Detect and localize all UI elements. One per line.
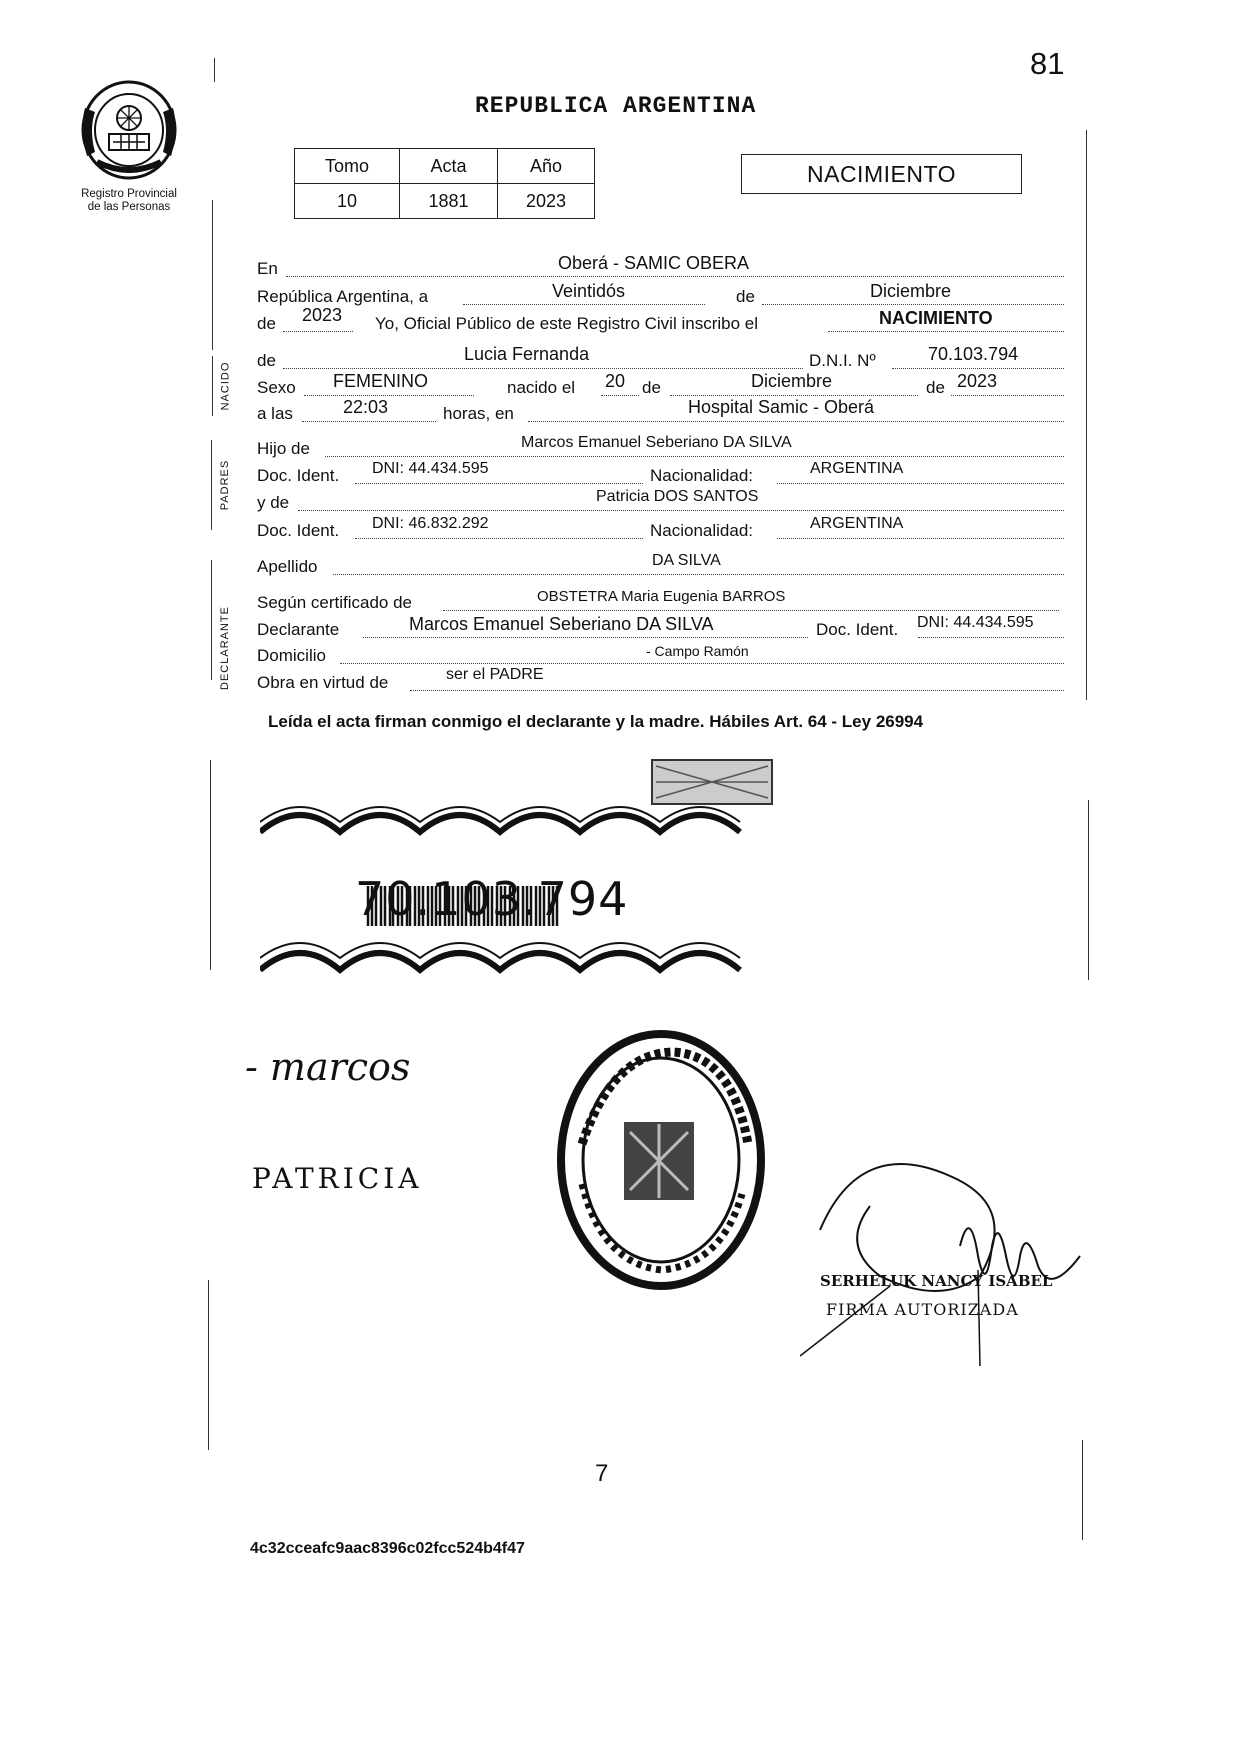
label-republica: República Argentina, a xyxy=(257,287,429,306)
value-doc1: DNI: 44.434.595 xyxy=(372,460,489,477)
label-nac-de: de xyxy=(642,378,661,397)
official-name: SERHELUK NANCY ISABEL xyxy=(820,1272,1053,1290)
label-doc2: Doc. Ident. xyxy=(257,521,340,540)
header-acta: Acta xyxy=(400,149,498,184)
side-label-declarante: DECLARANTE xyxy=(219,606,231,690)
value-anio: 2023 xyxy=(498,184,595,219)
margin-rule xyxy=(210,760,211,970)
value-mes: Diciembre xyxy=(870,281,952,301)
label-oficial: Yo, Oficial Público de este Registro Civil inscribo el xyxy=(375,314,758,333)
value-nac1: ARGENTINA xyxy=(810,460,904,477)
label-hijo-de: Hijo de xyxy=(257,439,310,458)
header-tomo: Tomo xyxy=(295,149,400,184)
label-sexo: Sexo xyxy=(257,378,296,397)
logo-caption-line2: de las Personas xyxy=(87,201,171,213)
label-horas-en: horas, en xyxy=(443,404,514,423)
value-nac-anio: 2023 xyxy=(957,371,998,391)
signature-declarante: - marcos xyxy=(245,1045,411,1089)
registry-logo xyxy=(64,78,194,214)
margin-rule xyxy=(208,1280,209,1450)
record-table-header-row xyxy=(295,149,595,184)
label-de-mes: de xyxy=(736,287,755,306)
label-dni: D.N.I. Nº xyxy=(809,351,876,370)
label-apellido: Apellido xyxy=(257,557,318,576)
document-title: REPUBLICA ARGENTINA xyxy=(475,93,757,119)
record-table-value-row xyxy=(295,184,595,219)
label-nac1: Nacionalidad: xyxy=(650,466,754,485)
page-number: 81 xyxy=(1030,46,1065,81)
value-padre: Marcos Emanuel Seberiano DA SILVA xyxy=(521,434,792,451)
label-nacido-el: nacido el xyxy=(507,378,576,397)
logo-caption-line1: Registro Provincial xyxy=(81,188,177,200)
record-table xyxy=(294,148,595,219)
margin-rule xyxy=(212,200,213,350)
value-dia: Veintidós xyxy=(552,281,626,301)
label-nac-de2: de xyxy=(926,378,945,397)
label-decl-doc: Doc. Ident. xyxy=(816,620,899,639)
margin-rule xyxy=(1086,130,1087,700)
side-label-padres: PADRES xyxy=(219,459,232,511)
value-certificado: OBSTETRA Maria Eugenia BARROS xyxy=(537,588,786,605)
label-a-las: a las xyxy=(257,404,293,423)
label-obra: Obra en virtud de xyxy=(257,673,389,692)
value-lugar: Hospital Samic - Oberá xyxy=(688,397,875,417)
value-obra: ser el PADRE xyxy=(446,666,544,683)
header-anio: Año xyxy=(498,149,595,184)
value-inscribo: NACIMIENTO xyxy=(879,308,993,328)
margin-rule xyxy=(214,58,215,82)
label-de-nombre: de xyxy=(257,351,276,370)
value-acta: 1881 xyxy=(400,184,498,219)
label-declarante: Declarante xyxy=(257,620,340,639)
value-nombre: Lucia Fernanda xyxy=(464,344,590,364)
margin-rule xyxy=(1088,800,1089,980)
value-doc2: DNI: 46.832.292 xyxy=(372,515,489,532)
value-nac-mes: Diciembre xyxy=(751,371,833,391)
label-doc1: Doc. Ident. xyxy=(257,466,340,485)
value-declarante: Marcos Emanuel Seberiano DA SILVA xyxy=(409,614,714,634)
label-certificado: Según certificado de xyxy=(257,593,412,612)
value-en: Oberá - SAMIC OBERA xyxy=(558,253,750,273)
legal-note: Leída el acta firman conmigo el declarante y la madre. Hábiles Art. 64 - Ley 26994 xyxy=(268,712,924,731)
official-caption: FIRMA AUTORIZADA xyxy=(826,1300,1019,1319)
value-decl-doc: DNI: 44.434.595 xyxy=(917,614,1034,631)
registry-stamp xyxy=(552,1024,770,1296)
label-de-anio: de xyxy=(257,314,276,333)
label-y-de: y de xyxy=(257,493,290,512)
footer-mark: 7 xyxy=(595,1460,609,1487)
official-signature xyxy=(800,1146,1100,1366)
value-domicilio: - Campo Ramón xyxy=(646,643,749,659)
value-madre: Patricia DOS SANTOS xyxy=(596,488,759,505)
document-hash: 4c32cceafc9aac8396c02fcc524b4f47 xyxy=(250,1540,525,1557)
value-sexo: FEMENINO xyxy=(333,371,429,391)
record-type-box: NACIMIENTO xyxy=(741,154,1022,194)
value-anio: 2023 xyxy=(302,305,343,325)
label-domicilio: Domicilio xyxy=(257,646,326,665)
value-nac-dia: 20 xyxy=(605,371,626,391)
value-hora: 22:03 xyxy=(343,397,389,417)
side-label-nacido: NACIDO xyxy=(219,361,231,411)
big-dni-number: 70.103.794 xyxy=(355,872,629,926)
value-dni: 70.103.794 xyxy=(928,344,1019,364)
label-nac2: Nacionalidad: xyxy=(650,521,754,540)
label-en: En xyxy=(257,259,278,278)
signature-madre: PATRICIA xyxy=(252,1162,423,1195)
value-nac2: ARGENTINA xyxy=(810,515,904,532)
value-apellido: DA SILVA xyxy=(652,552,721,569)
provincial-seal-icon xyxy=(77,78,181,182)
margin-rule xyxy=(1082,1440,1083,1540)
value-tomo: 10 xyxy=(295,184,400,219)
